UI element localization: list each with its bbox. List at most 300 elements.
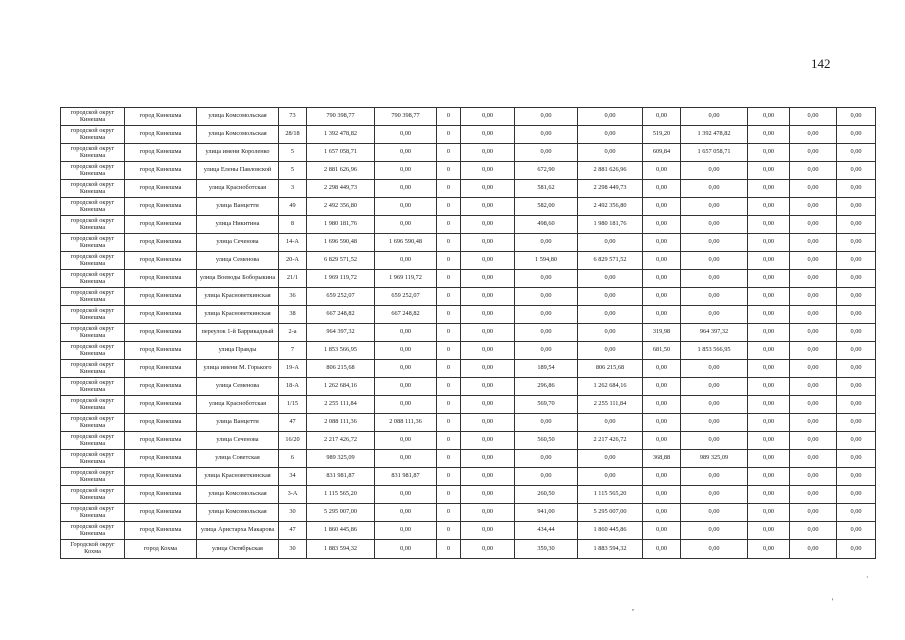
cell-street: улица Комсомольская <box>197 108 279 126</box>
cell-street: улица Красноботская <box>197 396 279 414</box>
cell-area-d: 0,00 <box>643 396 681 414</box>
cell-cost-g: 0,00 <box>837 378 876 396</box>
cell-locality: город Кинешма <box>125 504 197 522</box>
cell-cost-g: 0,00 <box>837 180 876 198</box>
cell-house-number: 16/20 <box>279 432 307 450</box>
cell-area-d: 0,00 <box>643 234 681 252</box>
cell-cost-a: 831 981,87 <box>375 468 437 486</box>
cell-house-number: 47 <box>279 414 307 432</box>
cell-area-c: 0,00 <box>515 270 578 288</box>
cell-cost-f: 0,00 <box>790 198 837 216</box>
cell-cost-g: 0,00 <box>837 360 876 378</box>
cell-municipality: городской округ Кинешма <box>61 180 125 198</box>
cell-street: улица Правды <box>197 342 279 360</box>
scan-speck: ' <box>832 597 834 606</box>
cell-street: улица имени М. Горького <box>197 360 279 378</box>
cell-cost-e: 0,00 <box>748 216 790 234</box>
cell-area-c: 582,00 <box>515 198 578 216</box>
cell-locality: город Кинешма <box>125 126 197 144</box>
cell-cost-f: 0,00 <box>790 162 837 180</box>
cell-cost-a: 0,00 <box>375 396 437 414</box>
cell-cost-b: 0,00 <box>461 504 515 522</box>
cell-count: 0 <box>437 126 461 144</box>
table-row <box>61 432 876 450</box>
cell-cost-c: 2 217 426,72 <box>578 432 643 450</box>
cell-street: улица Красноветкинская <box>197 288 279 306</box>
cell-area-d: 681,50 <box>643 342 681 360</box>
cell-cost-f: 0,00 <box>790 504 837 522</box>
cell-cost-f: 0,00 <box>790 324 837 342</box>
table-row <box>61 414 876 432</box>
cell-cost-d: 0,00 <box>681 252 748 270</box>
cell-cost-a: 659 252,07 <box>375 288 437 306</box>
cell-cost-b: 0,00 <box>461 216 515 234</box>
cell-count: 0 <box>437 234 461 252</box>
cell-cost-g: 0,00 <box>837 162 876 180</box>
cell-count: 0 <box>437 486 461 504</box>
cell-count: 0 <box>437 522 461 540</box>
cell-cost-d: 964 397,32 <box>681 324 748 342</box>
cell-house-number: 36 <box>279 288 307 306</box>
cell-cost-d: 0,00 <box>681 270 748 288</box>
cell-house-number: 28/18 <box>279 126 307 144</box>
cell-cost-e: 0,00 <box>748 162 790 180</box>
cell-cost-b: 0,00 <box>461 396 515 414</box>
cell-house-number: 14-А <box>279 234 307 252</box>
cell-cost-g: 0,00 <box>837 396 876 414</box>
cell-cost-g: 0,00 <box>837 324 876 342</box>
cell-house-number: 3 <box>279 180 307 198</box>
cell-street: улица Семенова <box>197 252 279 270</box>
cell-cost-b: 0,00 <box>461 288 515 306</box>
cell-house-number: 38 <box>279 306 307 324</box>
cell-area-c: 672,90 <box>515 162 578 180</box>
table-row <box>61 162 876 180</box>
cell-cost-f: 0,00 <box>790 144 837 162</box>
cell-locality: город Кинешма <box>125 396 197 414</box>
cell-cost-a: 0,00 <box>375 504 437 522</box>
cell-cost-g: 0,00 <box>837 126 876 144</box>
cell-locality: город Кинешма <box>125 198 197 216</box>
cell-cost-c: 0,00 <box>578 270 643 288</box>
cell-cost-c: 2 492 356,80 <box>578 198 643 216</box>
cell-cost-d: 0,00 <box>681 378 748 396</box>
cell-cost-d: 1 392 478,82 <box>681 126 748 144</box>
cell-count: 0 <box>437 270 461 288</box>
cell-total-cost: 659 252,07 <box>307 288 375 306</box>
cell-cost-f: 0,00 <box>790 468 837 486</box>
cell-locality: город Кинешма <box>125 270 197 288</box>
cell-count: 0 <box>437 432 461 450</box>
cell-count: 0 <box>437 180 461 198</box>
cell-cost-b: 0,00 <box>461 180 515 198</box>
cell-count: 0 <box>437 468 461 486</box>
table-row <box>61 468 876 486</box>
cell-cost-g: 0,00 <box>837 432 876 450</box>
cell-cost-f: 0,00 <box>790 450 837 468</box>
table-body <box>61 108 876 559</box>
cell-area-d: 0,00 <box>643 270 681 288</box>
cell-cost-a: 0,00 <box>375 324 437 342</box>
cell-street: улица Красноветкинская <box>197 306 279 324</box>
cell-cost-g: 0,00 <box>837 288 876 306</box>
cell-area-d: 0,00 <box>643 414 681 432</box>
cell-cost-d: 0,00 <box>681 360 748 378</box>
cell-area-d: 319,98 <box>643 324 681 342</box>
cell-cost-f: 0,00 <box>790 432 837 450</box>
cell-area-c: 1 594,80 <box>515 252 578 270</box>
table-row <box>61 450 876 468</box>
cell-area-c: 0,00 <box>515 108 578 126</box>
cell-cost-b: 0,00 <box>461 342 515 360</box>
cell-area-d: 519,20 <box>643 126 681 144</box>
cell-cost-e: 0,00 <box>748 144 790 162</box>
cell-cost-a: 0,00 <box>375 162 437 180</box>
cell-cost-c: 0,00 <box>578 306 643 324</box>
cell-cost-a: 0,00 <box>375 252 437 270</box>
cell-municipality: городской округ Кинешма <box>61 162 125 180</box>
cell-cost-g: 0,00 <box>837 486 876 504</box>
cell-locality: город Кохма <box>125 540 197 559</box>
cell-cost-a: 0,00 <box>375 198 437 216</box>
cell-municipality: городской округ Кинешма <box>61 234 125 252</box>
cell-cost-c: 0,00 <box>578 234 643 252</box>
cell-cost-c: 0,00 <box>578 468 643 486</box>
cell-locality: город Кинешма <box>125 180 197 198</box>
cell-street: улица Аристарха Макарова <box>197 522 279 540</box>
cell-area-c: 569,70 <box>515 396 578 414</box>
cell-cost-d: 0,00 <box>681 540 748 559</box>
table-row <box>61 540 876 559</box>
cell-cost-b: 0,00 <box>461 162 515 180</box>
cell-cost-e: 0,00 <box>748 432 790 450</box>
cell-area-d: 0,00 <box>643 504 681 522</box>
cell-area-c: 189,54 <box>515 360 578 378</box>
cell-locality: город Кинешма <box>125 378 197 396</box>
cell-count: 0 <box>437 504 461 522</box>
cell-locality: город Кинешма <box>125 144 197 162</box>
cell-cost-f: 0,00 <box>790 216 837 234</box>
cell-cost-f: 0,00 <box>790 270 837 288</box>
cell-house-number: 7 <box>279 342 307 360</box>
cell-area-c: 0,00 <box>515 234 578 252</box>
cell-locality: город Кинешма <box>125 522 197 540</box>
cell-cost-d: 0,00 <box>681 180 748 198</box>
cell-cost-b: 0,00 <box>461 450 515 468</box>
table-row <box>61 396 876 414</box>
cell-area-d: 0,00 <box>643 522 681 540</box>
cell-cost-d: 0,00 <box>681 432 748 450</box>
cell-area-c: 0,00 <box>515 306 578 324</box>
cell-cost-e: 0,00 <box>748 126 790 144</box>
table-row <box>61 486 876 504</box>
cell-total-cost: 1 696 590,48 <box>307 234 375 252</box>
cell-cost-e: 0,00 <box>748 360 790 378</box>
cell-cost-b: 0,00 <box>461 468 515 486</box>
cell-municipality: городской округ Кинешма <box>61 432 125 450</box>
cell-cost-e: 0,00 <box>748 306 790 324</box>
cell-cost-g: 0,00 <box>837 468 876 486</box>
cell-cost-b: 0,00 <box>461 198 515 216</box>
cell-locality: город Кинешма <box>125 108 197 126</box>
table-row <box>61 216 876 234</box>
cell-area-c: 434,44 <box>515 522 578 540</box>
cell-cost-a: 0,00 <box>375 342 437 360</box>
cell-count: 0 <box>437 360 461 378</box>
cell-cost-e: 0,00 <box>748 522 790 540</box>
cell-cost-d: 0,00 <box>681 486 748 504</box>
cell-area-c: 260,50 <box>515 486 578 504</box>
cell-cost-g: 0,00 <box>837 504 876 522</box>
cell-cost-c: 0,00 <box>578 342 643 360</box>
cell-area-c: 0,00 <box>515 468 578 486</box>
cell-total-cost: 790 398,77 <box>307 108 375 126</box>
cell-cost-b: 0,00 <box>461 540 515 559</box>
cell-locality: город Кинешма <box>125 360 197 378</box>
table-row <box>61 234 876 252</box>
cell-house-number: 1/15 <box>279 396 307 414</box>
table-row <box>61 180 876 198</box>
cell-cost-b: 0,00 <box>461 360 515 378</box>
cell-street: улица Семенова <box>197 378 279 396</box>
scan-speck: · <box>866 573 869 582</box>
cell-area-d: 0,00 <box>643 468 681 486</box>
cell-cost-a: 0,00 <box>375 378 437 396</box>
cell-cost-a: 0,00 <box>375 486 437 504</box>
cell-cost-e: 0,00 <box>748 198 790 216</box>
table-row <box>61 198 876 216</box>
cell-cost-b: 0,00 <box>461 324 515 342</box>
cell-cost-d: 1 853 566,95 <box>681 342 748 360</box>
cell-municipality: городской округ Кинешма <box>61 468 125 486</box>
cell-count: 0 <box>437 108 461 126</box>
cell-area-d: 368,88 <box>643 450 681 468</box>
cell-total-cost: 806 215,68 <box>307 360 375 378</box>
table-row <box>61 126 876 144</box>
cell-locality: город Кинешма <box>125 414 197 432</box>
cell-area-c: 941,00 <box>515 504 578 522</box>
cell-area-d: 0,00 <box>643 378 681 396</box>
cell-total-cost: 1 969 119,72 <box>307 270 375 288</box>
cell-area-d: 0,00 <box>643 306 681 324</box>
cell-cost-g: 0,00 <box>837 306 876 324</box>
table-row <box>61 108 876 126</box>
cell-cost-g: 0,00 <box>837 234 876 252</box>
cell-cost-c: 1 883 594,32 <box>578 540 643 559</box>
cell-area-c: 0,00 <box>515 414 578 432</box>
cell-total-cost: 1 115 565,20 <box>307 486 375 504</box>
cell-area-d: 0,00 <box>643 198 681 216</box>
cell-locality: город Кинешма <box>125 324 197 342</box>
cell-cost-a: 0,00 <box>375 180 437 198</box>
cell-area-d: 0,00 <box>643 486 681 504</box>
cell-municipality: городской округ Кинешма <box>61 270 125 288</box>
cell-cost-c: 0,00 <box>578 324 643 342</box>
cell-total-cost: 831 981,87 <box>307 468 375 486</box>
cell-total-cost: 2 088 111,36 <box>307 414 375 432</box>
table-row <box>61 360 876 378</box>
cell-total-cost: 989 325,09 <box>307 450 375 468</box>
cell-cost-d: 0,00 <box>681 522 748 540</box>
cell-locality: город Кинешма <box>125 342 197 360</box>
cell-street: улица имени Короленко <box>197 144 279 162</box>
cell-cost-d: 0,00 <box>681 414 748 432</box>
cell-cost-a: 0,00 <box>375 522 437 540</box>
cell-cost-e: 0,00 <box>748 108 790 126</box>
cell-cost-c: 1 980 181,76 <box>578 216 643 234</box>
cell-street: улица Елены Павловской <box>197 162 279 180</box>
cell-municipality: городской округ Кинешма <box>61 450 125 468</box>
cell-cost-f: 0,00 <box>790 126 837 144</box>
cell-total-cost: 1 657 058,71 <box>307 144 375 162</box>
cell-cost-d: 1 657 058,71 <box>681 144 748 162</box>
cell-locality: город Кинешма <box>125 288 197 306</box>
cell-cost-d: 0,00 <box>681 162 748 180</box>
cell-area-d: 609,84 <box>643 144 681 162</box>
cell-house-number: 30 <box>279 540 307 559</box>
cell-cost-c: 1 262 684,16 <box>578 378 643 396</box>
cell-locality: город Кинешма <box>125 252 197 270</box>
cell-cost-e: 0,00 <box>748 450 790 468</box>
cell-area-d: 0,00 <box>643 108 681 126</box>
cell-total-cost: 1 860 445,86 <box>307 522 375 540</box>
cell-cost-e: 0,00 <box>748 288 790 306</box>
cell-municipality: городской округ Кинешма <box>61 504 125 522</box>
cell-cost-f: 0,00 <box>790 342 837 360</box>
cell-cost-c: 0,00 <box>578 144 643 162</box>
cell-cost-g: 0,00 <box>837 198 876 216</box>
cell-cost-c: 1 860 445,86 <box>578 522 643 540</box>
cell-street: улица Красноветкинская <box>197 468 279 486</box>
cell-locality: город Кинешма <box>125 450 197 468</box>
cell-area-d: 0,00 <box>643 540 681 559</box>
cell-total-cost: 2 492 356,80 <box>307 198 375 216</box>
page-number: 142 <box>811 56 831 71</box>
cell-municipality: городской округ Кинешма <box>61 252 125 270</box>
cell-locality: город Кинешма <box>125 162 197 180</box>
cell-cost-d: 0,00 <box>681 108 748 126</box>
cell-cost-d: 0,00 <box>681 234 748 252</box>
cell-total-cost: 2 298 449,73 <box>307 180 375 198</box>
cell-area-c: 0,00 <box>515 342 578 360</box>
cell-cost-g: 0,00 <box>837 144 876 162</box>
cell-locality: город Кинешма <box>125 216 197 234</box>
cell-cost-b: 0,00 <box>461 432 515 450</box>
cell-count: 0 <box>437 252 461 270</box>
cell-cost-a: 0,00 <box>375 432 437 450</box>
cell-street: переулок 1-й Баррикадный <box>197 324 279 342</box>
cell-cost-g: 0,00 <box>837 216 876 234</box>
cell-street: улица Сеченова <box>197 234 279 252</box>
cell-total-cost: 1 392 478,82 <box>307 126 375 144</box>
cell-street: улица Октябрьская <box>197 540 279 559</box>
cell-total-cost: 1 853 566,95 <box>307 342 375 360</box>
cell-count: 0 <box>437 144 461 162</box>
cell-cost-f: 0,00 <box>790 288 837 306</box>
cell-cost-a: 2 088 111,36 <box>375 414 437 432</box>
cell-total-cost: 1 262 684,16 <box>307 378 375 396</box>
cell-house-number: 49 <box>279 198 307 216</box>
cell-cost-c: 0,00 <box>578 108 643 126</box>
cell-municipality: городской округ Кинешма <box>61 288 125 306</box>
cell-cost-f: 0,00 <box>790 396 837 414</box>
cell-street: улица Комсомольская <box>197 486 279 504</box>
cell-cost-e: 0,00 <box>748 234 790 252</box>
cell-cost-c: 1 115 565,20 <box>578 486 643 504</box>
cell-cost-c: 0,00 <box>578 450 643 468</box>
cell-locality: город Кинешма <box>125 306 197 324</box>
cell-cost-a: 0,00 <box>375 216 437 234</box>
cell-street: улица Воеводы Боборыкина <box>197 270 279 288</box>
cell-street: улица Комсомольская <box>197 126 279 144</box>
cell-cost-d: 0,00 <box>681 216 748 234</box>
cell-area-d: 0,00 <box>643 432 681 450</box>
repair-register-table <box>60 107 876 559</box>
cell-count: 0 <box>437 162 461 180</box>
table-row <box>61 144 876 162</box>
cell-cost-e: 0,00 <box>748 486 790 504</box>
cell-cost-g: 0,00 <box>837 108 876 126</box>
cell-cost-f: 0,00 <box>790 540 837 559</box>
cell-street: улица Сеченова <box>197 432 279 450</box>
cell-area-c: 359,30 <box>515 540 578 559</box>
cell-area-d: 0,00 <box>643 288 681 306</box>
cell-street: улица Комсомольская <box>197 504 279 522</box>
cell-cost-a: 790 398,77 <box>375 108 437 126</box>
cell-cost-c: 0,00 <box>578 414 643 432</box>
cell-total-cost: 667 248,82 <box>307 306 375 324</box>
cell-area-d: 0,00 <box>643 180 681 198</box>
cell-cost-b: 0,00 <box>461 108 515 126</box>
cell-house-number: 19-А <box>279 360 307 378</box>
cell-count: 0 <box>437 324 461 342</box>
cell-cost-f: 0,00 <box>790 414 837 432</box>
cell-cost-g: 0,00 <box>837 252 876 270</box>
cell-total-cost: 6 829 571,52 <box>307 252 375 270</box>
cell-cost-f: 0,00 <box>790 306 837 324</box>
cell-cost-e: 0,00 <box>748 270 790 288</box>
cell-cost-e: 0,00 <box>748 540 790 559</box>
cell-street: улица Ванцетти <box>197 414 279 432</box>
cell-municipality: городской округ Кинешма <box>61 414 125 432</box>
cell-cost-d: 0,00 <box>681 288 748 306</box>
cell-cost-f: 0,00 <box>790 108 837 126</box>
cell-municipality: городской округ Кинешма <box>61 342 125 360</box>
cell-cost-c: 2 881 626,96 <box>578 162 643 180</box>
cell-count: 0 <box>437 378 461 396</box>
cell-house-number: 21/1 <box>279 270 307 288</box>
cell-municipality: городской округ Кинешма <box>61 198 125 216</box>
cell-total-cost: 2 881 626,96 <box>307 162 375 180</box>
table-row <box>61 252 876 270</box>
cell-street: улица Никитина <box>197 216 279 234</box>
cell-house-number: 18-А <box>279 378 307 396</box>
cell-total-cost: 2 255 111,84 <box>307 396 375 414</box>
cell-cost-e: 0,00 <box>748 468 790 486</box>
cell-cost-c: 2 298 449,73 <box>578 180 643 198</box>
cell-cost-g: 0,00 <box>837 522 876 540</box>
cell-total-cost: 2 217 426,72 <box>307 432 375 450</box>
cell-total-cost: 5 295 007,00 <box>307 504 375 522</box>
cell-municipality: Городской округ Кохма <box>61 540 125 559</box>
cell-cost-a: 1 696 590,48 <box>375 234 437 252</box>
cell-cost-d: 0,00 <box>681 396 748 414</box>
cell-cost-d: 0,00 <box>681 468 748 486</box>
cell-area-c: 0,00 <box>515 450 578 468</box>
cell-house-number: 5 <box>279 144 307 162</box>
cell-municipality: городской округ Кинешма <box>61 144 125 162</box>
cell-count: 0 <box>437 414 461 432</box>
